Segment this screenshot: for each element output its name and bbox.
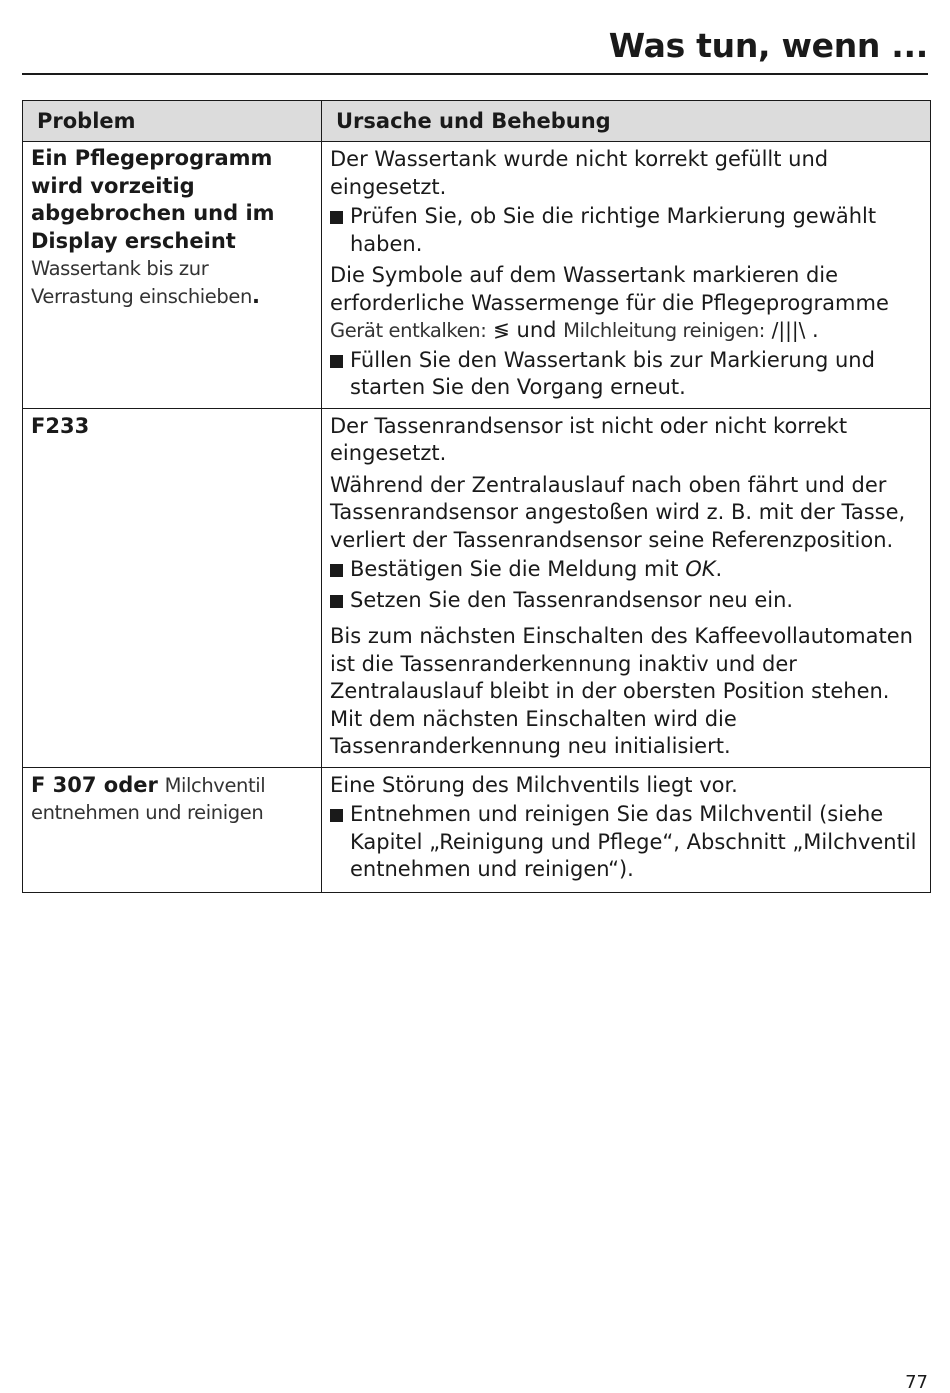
cause-text: Der Tassenrandsensor ist nicht oder nicht korrekt eingesetzt. <box>330 413 848 465</box>
step-text: Bestätigen Sie die Meldung mit <box>350 557 679 581</box>
table-row <box>23 767 931 892</box>
bullet-square-icon <box>330 211 343 224</box>
and-text: und <box>516 318 557 342</box>
step-text: Füllen Sie den Wassertank bis zur Markierung und starten Sie den Vorgang erneut. <box>350 347 875 399</box>
cause-cell <box>322 767 931 892</box>
error-code: F 307 oder <box>31 772 158 797</box>
table-row <box>23 408 931 767</box>
symbol-description <box>330 262 922 345</box>
problem-punctuation: . <box>251 283 260 308</box>
ok-label: OK <box>685 557 716 581</box>
problem-text: Ein Pflegeprogramm wird vorzeitig abgebrochen und im Display erscheint <box>31 146 275 253</box>
column-header-cause: Ursache und Behebung <box>322 101 931 142</box>
cause-text: Eine Störung des Milchventils liegt vor. <box>330 772 738 797</box>
step-text: Entnehmen und reinigen Sie das Milchventil (siehe Kapitel „Reinigung und Pflege“, Abschnitt „Milchventil entnehmen und reinigen“). <box>350 802 917 881</box>
symbol-text: Die Symbole auf dem Wassertank markieren die erforderliche Wassermenge für die Pflegeprogramme <box>330 263 889 315</box>
step-text: Setzen Sie den Tassenrandsensor neu ein. <box>350 587 794 612</box>
header-divider <box>22 73 928 75</box>
list-item <box>330 556 922 584</box>
troubleshooting-table <box>22 100 931 893</box>
cause-cell <box>322 408 931 767</box>
step-list <box>330 347 922 402</box>
list-item <box>330 347 922 402</box>
error-code: F233 <box>31 413 90 438</box>
bullet-square-icon <box>330 595 343 608</box>
step-text: Prüfen Sie, ob Sie die richtige Markierung gewählt haben. <box>350 204 877 256</box>
step-list <box>330 203 922 258</box>
list-item <box>330 587 922 615</box>
display-message: Milchventil entnehmen und reinigen <box>31 773 266 824</box>
page-number: 77 <box>905 1372 928 1393</box>
bullet-square-icon <box>330 355 343 368</box>
display-label-milk-line: Milchleitung reinigen: <box>563 319 765 342</box>
cause-cell <box>322 142 931 409</box>
problem-cell <box>23 408 322 767</box>
bullet-square-icon <box>330 564 343 577</box>
cause-text: Der Wassertank wurde nicht korrekt gefüllt und eingesetzt. <box>330 147 829 199</box>
cause-note: Bis zum nächsten Einschalten des Kaffeevollautomaten ist die Tassenranderkennung inaktiv und der Zentralauslauf bleibt in der obersten Position stehen. Mit dem nächsten Einschalten wird die Tassenranderkennung neu initialisiert. <box>330 624 913 758</box>
sentence-end: . <box>812 318 819 342</box>
step-list <box>330 556 922 614</box>
step-list <box>330 801 922 884</box>
cause-detail: Während der Zentralauslauf nach oben fährt und der Tassenrandsensor angestoßen wird z. B. mit der Tasse, verliert der Tassenrandsensor seine Referenzposition. <box>330 472 906 552</box>
table-header-row <box>23 101 931 142</box>
list-item <box>330 801 922 884</box>
display-message: Wassertank bis zur Verrastung einschieben <box>31 257 252 308</box>
problem-cell <box>23 142 322 409</box>
milk-line-symbol-icon: /|||\ <box>771 318 806 342</box>
table-row <box>23 142 931 409</box>
descale-symbol-icon: ≶ <box>493 318 510 342</box>
step-end: . <box>715 557 723 581</box>
problem-cell <box>23 767 322 892</box>
page-title: Was tun, wenn ... <box>608 26 928 65</box>
column-header-problem: Problem <box>23 101 322 142</box>
display-label-descale: Gerät entkalken: <box>330 319 487 342</box>
bullet-square-icon <box>330 809 343 822</box>
list-item <box>330 203 922 258</box>
